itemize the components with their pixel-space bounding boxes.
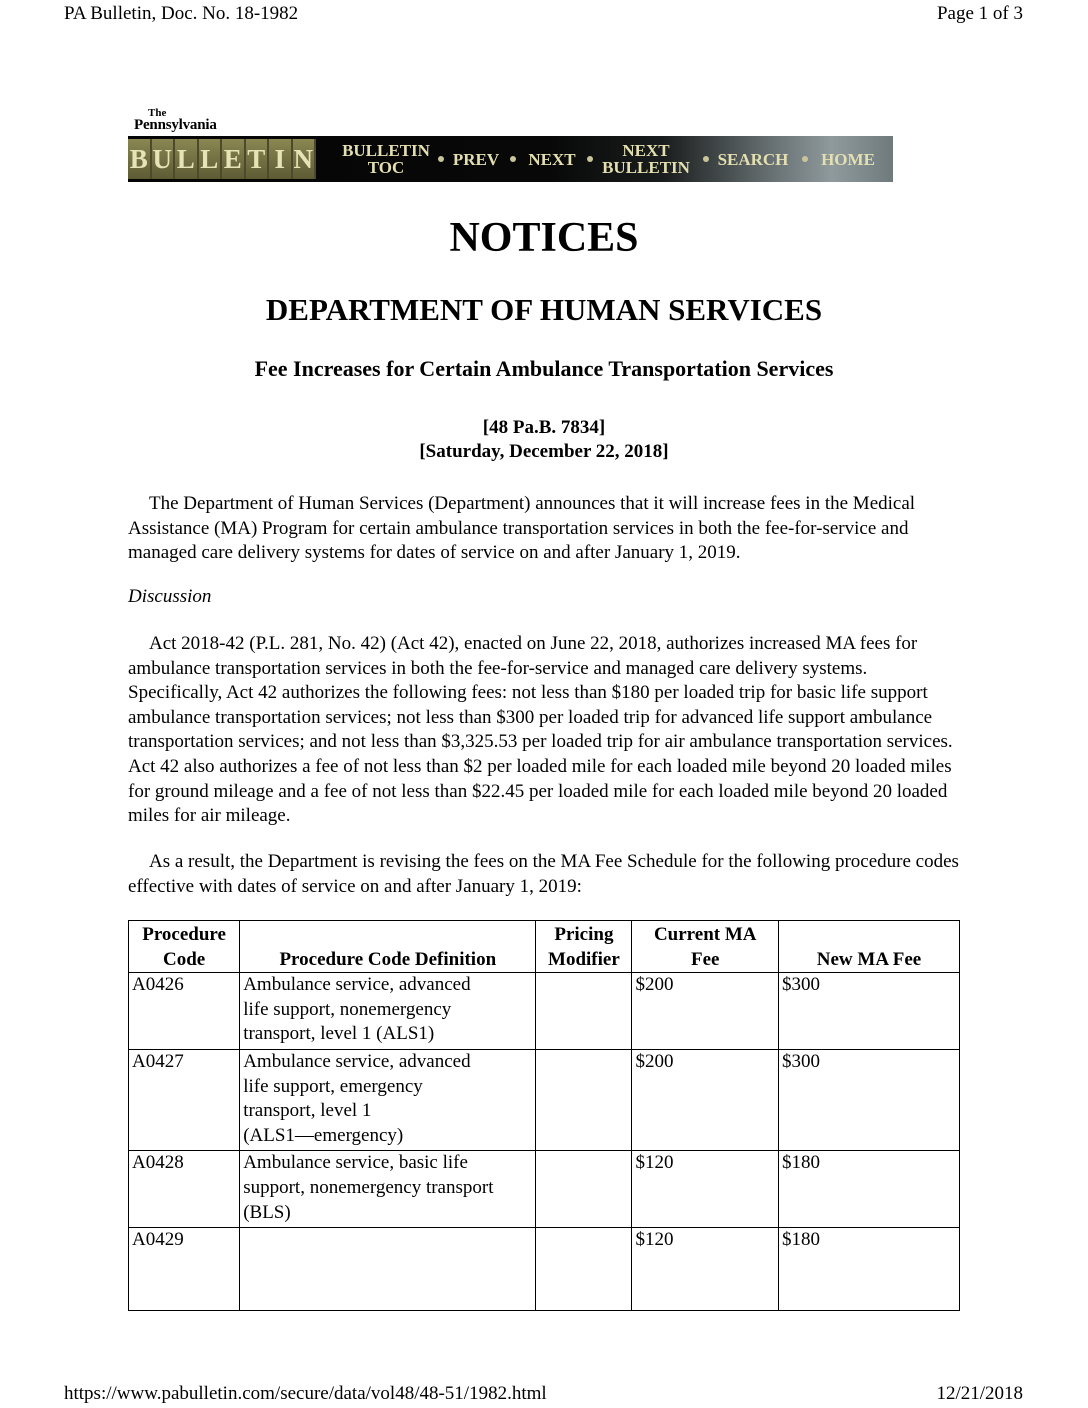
bullet-separator-icon	[587, 156, 593, 162]
page-indicator: Page 1 of 3	[936, 3, 1023, 24]
nav-next-bulletin[interactable]	[595, 136, 697, 182]
header-line: Pricing	[554, 924, 614, 945]
wordmark-letter: B	[128, 139, 152, 179]
cell-current-fee: $200	[632, 1049, 779, 1150]
table-row	[129, 973, 960, 1050]
header-line: Procedure	[142, 924, 226, 945]
cell-current-fee: $120	[632, 1151, 779, 1228]
definition-line: transport, level 1	[243, 1100, 372, 1122]
wordmark-letter: L	[199, 139, 223, 179]
definition-line: life support, emergency	[243, 1075, 423, 1097]
header-current-fee	[632, 921, 779, 973]
cell-current-fee: $200	[632, 973, 779, 1050]
definition-line: (BLS)	[243, 1201, 291, 1223]
page-header-title: PA Bulletin, Doc. No. 18-1982	[64, 3, 299, 24]
cell-new-fee: $300	[779, 1049, 960, 1150]
cell-modifier	[536, 1049, 632, 1150]
navigation-banner	[128, 136, 893, 182]
wordmark-letter: U	[152, 139, 176, 179]
cell-code: A0428	[129, 1151, 240, 1228]
cell-current-fee: $120	[632, 1228, 779, 1311]
page-footer-date: 12/21/2018	[936, 1383, 1023, 1404]
result-text: As a result, the Department is revising the fees on the MA Fee Schedule for the following procedure codes effective with dates of service on and after January 1, 2019:	[128, 851, 959, 897]
page-break-mask	[120, 1312, 980, 1352]
definition-line: Ambulance service, advanced	[243, 1050, 471, 1072]
page-footer-url[interactable]: https://www.pabulletin.com/secure/data/vol48/48-51/1982.html	[64, 1383, 547, 1404]
header-line: New MA Fee	[816, 948, 922, 970]
cell-definition	[240, 973, 536, 1050]
header-new-fee	[779, 921, 960, 973]
definition-line: Ambulance service, advanced	[243, 974, 471, 996]
header-pricing-modifier	[536, 921, 632, 973]
cell-code: A0427	[129, 1049, 240, 1150]
cell-definition	[240, 1049, 536, 1150]
section-title: NOTICES	[449, 215, 639, 261]
bullet-separator-icon	[510, 156, 516, 162]
intro-text: The Department of Human Services (Department) announces that it will increase fees in the Medical Assistance (MA) Program for certain ambulance transportation services in both the fee-for-service and managed care delivery systems for dates of service on and after January 1, 2019.	[128, 493, 916, 564]
cell-code: A0429	[129, 1228, 240, 1311]
header-line: Code	[162, 948, 206, 970]
bulletin-wordmark[interactable]	[128, 139, 316, 179]
agency-title: DEPARTMENT OF HUMAN SERVICES	[265, 292, 823, 327]
cell-new-fee: $300	[779, 973, 960, 1050]
nav-bulletin-toc-line2: TOC	[367, 158, 405, 177]
nav-bulletin-toc-line1: BULLETIN	[342, 141, 430, 160]
wordmark-letter: N	[293, 139, 317, 179]
citation-block	[0, 416, 1088, 464]
cell-modifier	[536, 1151, 632, 1228]
header-definition	[240, 921, 536, 973]
cell-new-fee: $180	[779, 1151, 960, 1228]
wordmark-letter: E	[222, 139, 246, 179]
nav-next-bulletin-line1: NEXT	[622, 141, 670, 160]
nav-bulletin-toc[interactable]	[336, 136, 436, 182]
fee-table	[128, 920, 960, 1311]
wordmark-letter: T	[246, 139, 270, 179]
nav-search[interactable]: SEARCH	[717, 149, 789, 169]
intro-paragraph	[128, 492, 962, 566]
nav-next[interactable]: NEXT	[528, 149, 576, 169]
cell-definition	[240, 1228, 536, 1311]
table-row	[129, 1049, 960, 1150]
definition-line: Ambulance service, basic life	[243, 1152, 468, 1174]
nav-home[interactable]: HOME	[821, 149, 875, 169]
discussion-text: Act 2018-42 (P.L. 281, No. 42) (Act 42), enacted on June 22, 2018, authorizes increased MA fees for ambulance transportation services in both the fee-for-service and managed care delivery systems. Specifically, Act 42 authorizes the following fees: not less than $180 per loaded trip for basic life support ambulance transportation services; not less than $300 per loaded trip for advanced life support ambulance transportation services; and not less than $3,325.53 per loaded trip for air ambulance transportation services. Act 42 also authorizes a fee of not less than $2 per loaded mile for each loaded mile beyond 20 loaded miles for ground mileage and a fee of not less than $22.45 per loaded mile for each loaded mile beyond 20 loaded miles for air mileage.	[128, 633, 953, 827]
header-line: Current MA	[653, 924, 757, 945]
table-row	[129, 1228, 960, 1311]
definition-line: support, nonemergency transport	[243, 1176, 494, 1198]
table-row	[129, 1151, 960, 1228]
citation: [48 Pa.B. 7834]	[482, 417, 606, 438]
cell-code: A0426	[129, 973, 240, 1050]
definition-line: life support, nonemergency	[243, 998, 452, 1020]
bullet-separator-icon	[703, 156, 709, 162]
header-line: Procedure Code Definition	[279, 948, 497, 970]
header-line: Fee	[690, 948, 720, 970]
publication-date: [Saturday, December 22, 2018]	[419, 441, 669, 462]
cell-modifier	[536, 973, 632, 1050]
definition-line: transport, level 1 (ALS1)	[243, 1023, 435, 1045]
discussion-heading: Discussion	[128, 586, 212, 607]
cell-modifier	[536, 1228, 632, 1311]
cell-new-fee: $180	[779, 1228, 960, 1311]
bullet-separator-icon	[438, 156, 444, 162]
definition-line: (ALS1—emergency)	[243, 1124, 404, 1146]
wordmark-letter: I	[269, 139, 293, 179]
wordmark-letter: L	[175, 139, 199, 179]
logo-the: The	[148, 107, 167, 119]
table-header-row	[129, 921, 960, 973]
nav-next-bulletin-line2: BULLETIN	[602, 158, 690, 177]
discussion-paragraph	[128, 632, 962, 829]
header-line: Modifier	[548, 948, 620, 970]
logo-pennsylvania: Pennsylvania	[134, 117, 217, 133]
notice-title: Fee Increases for Certain Ambulance Transportation Services	[254, 356, 834, 381]
cell-definition	[240, 1151, 536, 1228]
bullet-separator-icon	[802, 156, 808, 162]
header-procedure-code	[129, 921, 240, 973]
result-paragraph	[128, 850, 962, 899]
nav-prev[interactable]: PREV	[452, 149, 500, 169]
